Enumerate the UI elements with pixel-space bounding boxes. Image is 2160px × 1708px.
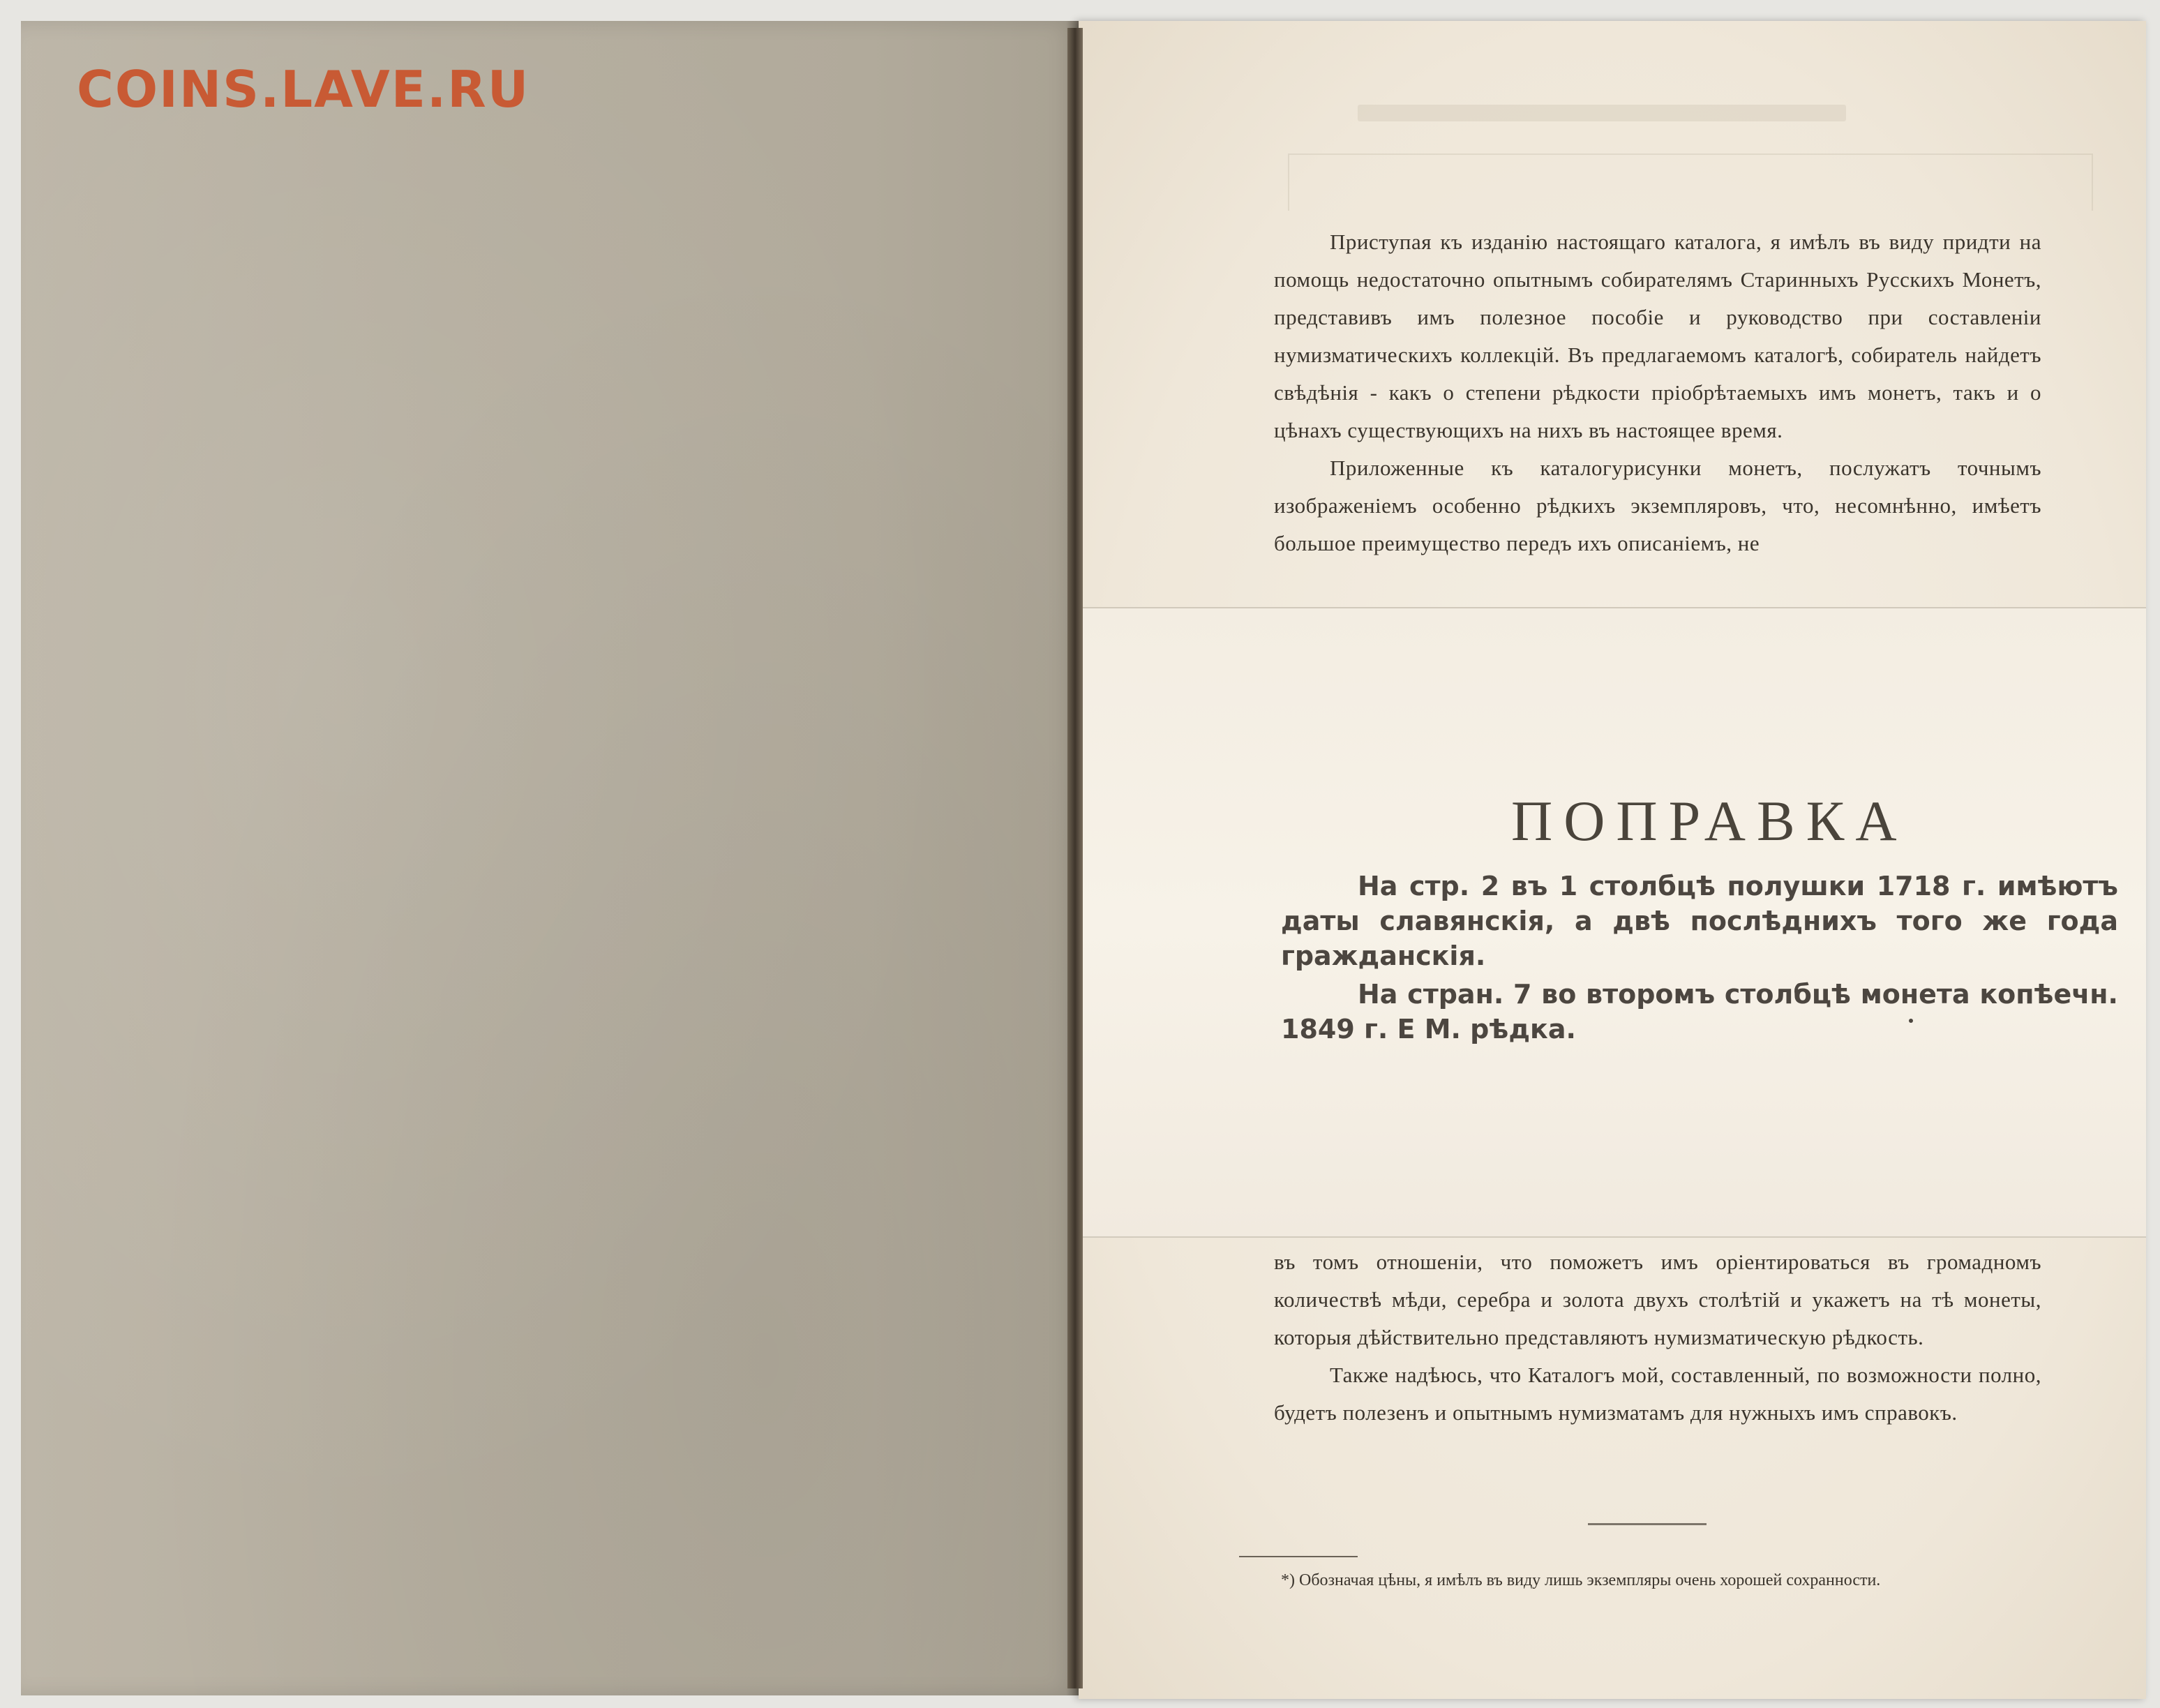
ink-speck xyxy=(1909,1019,1913,1023)
spine-edge xyxy=(1067,28,1083,1688)
right-page xyxy=(1079,21,2146,1699)
section-separator xyxy=(1588,1523,1707,1525)
intro-paragraph: Приступая къ изданію настоящаго каталога, я имѣлъ въ виду придти на помощь недостаточно опытнымъ собирателямъ Старинныхъ Русскихъ Монетъ, представивъ имъ полезное пособіе и руководство при составленіи нумизматическихъ коллекцій. Въ предлагаемомъ каталогѣ, собиратель найдетъ свѣдѣнія - какъ о степени рѣдкости пріобрѣтаемыхъ имъ монетъ, такъ и о цѣнахъ существующихъ на нихъ въ настоящее время. xyxy=(1274,230,2041,442)
left-cover-board xyxy=(21,21,1081,1695)
show-through-table xyxy=(1288,153,2093,211)
intro-text xyxy=(1274,223,2041,562)
correction-entry: На стран. 7 во второмъ столбцѣ монета копѣечн. 1849 г. Е М. рѣдка. xyxy=(1281,979,2118,1044)
closing-paragraph: Также надѣюсь, что Каталогъ мой, составленный, по возможности полно, будетъ полезенъ и опытнымъ нумизматамъ для нужныхъ имъ справокъ. xyxy=(1274,1363,2041,1425)
footnote: *) Обозначая цѣны, я имѣлъ въ виду лишь экземпляры очень хорошей сохранности. xyxy=(1281,1571,1881,1589)
watermark-text: COINS.LAVE.RU xyxy=(77,60,530,119)
correction-entry: На стр. 2 въ 1 столбцѣ полушки 1718 г. имѣютъ даты славянскія, а двѣ послѣднихъ того же года гражданскія. xyxy=(1281,871,2118,971)
intro-paragraph: Приложенные къ каталогурисунки монетъ, послужатъ точнымъ изображеніемъ особенно рѣдкихъ экземпляровъ, что, несомнѣнно, имѣетъ большое преимущество передъ ихъ описаніемъ, не xyxy=(1274,456,2041,555)
closing-text xyxy=(1274,1243,2041,1432)
correction-heading: ПОПРАВКА xyxy=(1511,789,1908,853)
show-through-title xyxy=(1358,105,1846,121)
footnote-rule xyxy=(1239,1556,1358,1557)
closing-paragraph: въ томъ отношеніи, что поможетъ имъ оріентироваться въ громадномъ количествѣ мѣди, серебра и золота двухъ столѣтій и укажетъ на тѣ монеты, которыя дѣйствительно представляютъ нумизматическую рѣдкость. xyxy=(1274,1250,2041,1349)
